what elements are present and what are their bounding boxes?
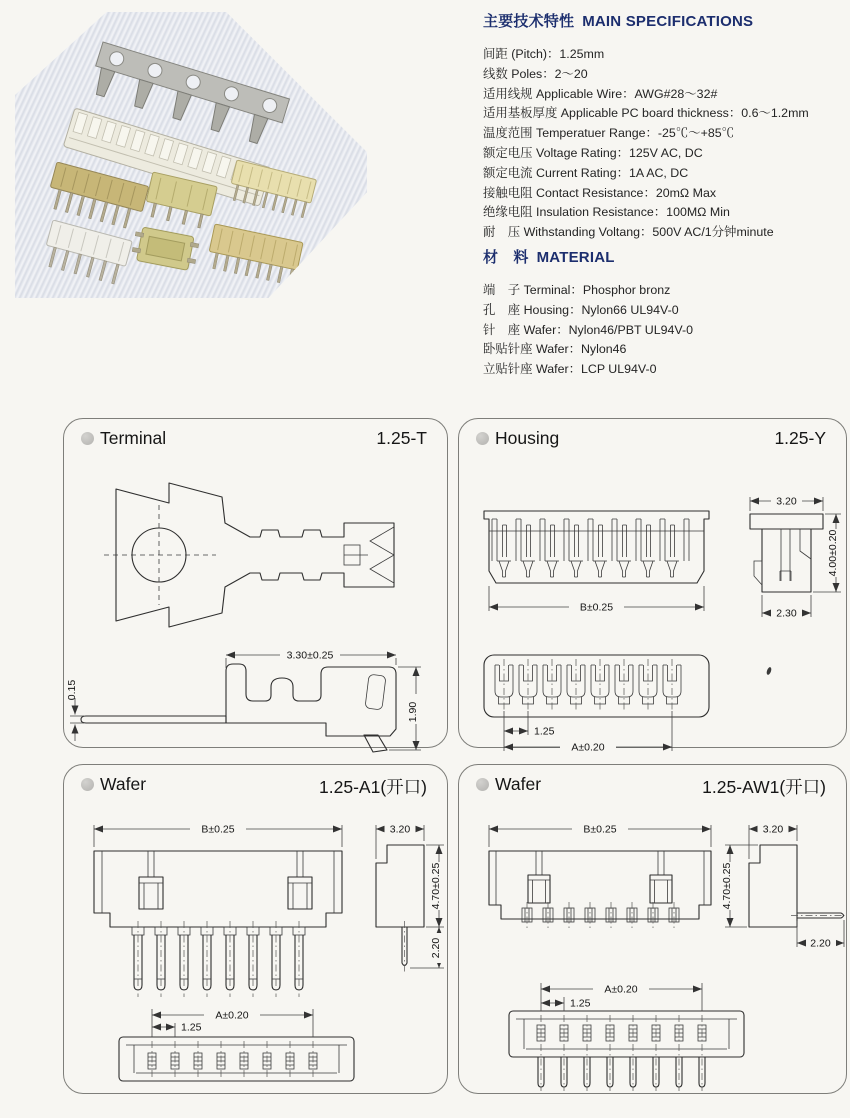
panel-wafer-aw1-header [459, 765, 846, 805]
terminal-flat-view [104, 483, 394, 627]
material-line: 卧贴针座 Wafer：Nylon46 [483, 342, 627, 357]
photo-wafer-white [41, 220, 132, 286]
material-title-en: MATERIAL [536, 249, 615, 266]
housing-bottom-view [484, 655, 772, 717]
dim-pin: 2.20 [430, 937, 442, 959]
bullet-icon [81, 432, 94, 445]
bullet-icon [476, 432, 489, 445]
specs-title [483, 10, 843, 31]
material-line: 立贴针座 Wafer：LCP UL94V-0 [483, 362, 657, 377]
scan-speck [766, 667, 772, 676]
dim-pitch: 1.25 [570, 997, 591, 1010]
panel-wafer-a1-header [64, 765, 447, 805]
bullet-icon [476, 778, 489, 791]
dim-span: A±0.20 [215, 1009, 249, 1022]
spec-line: 线数 Poles：2～20 [483, 66, 588, 81]
panel-title: Housing [495, 428, 560, 448]
dim-depth: 3.20 [389, 823, 411, 836]
wafer-aw1-drawing [459, 805, 846, 1093]
panel-wafer-aw1 [458, 764, 847, 1094]
product-photo [15, 12, 367, 298]
dim-height: 4.70±0.25 [721, 862, 733, 910]
bullet-icon [81, 778, 94, 791]
dim-span: A±0.20 [604, 983, 638, 996]
spec-line: 适用基板厚度 Applicable PC board thickness：0.6～1.2mm [483, 106, 809, 121]
specs-list [483, 45, 843, 243]
terminal-side-view [81, 664, 396, 752]
wafer-aw1-side-view [749, 845, 845, 927]
spec-line: 额定电压 Voltage Rating：125V AC, DC [483, 145, 703, 160]
specs-title-zh: 主要技术特性 [483, 13, 575, 30]
spec-line: 间距 (Pitch)：1.25mm [483, 47, 605, 61]
dim-height: 1.90 [407, 701, 419, 723]
dim-length: 3.30±0.25 [286, 649, 334, 662]
dim-span: A±0.20 [571, 741, 605, 754]
dim-height: 4.00±0.20 [827, 529, 839, 577]
wafer-aw1-front-view [489, 851, 711, 929]
photo-wafer-smt-tan [206, 224, 303, 286]
spec-line: 绝缘电阻 Insulation Resistance：100MΩ Min [483, 205, 730, 220]
main-specifications-section [483, 10, 843, 243]
dim-depth: 3.20 [762, 823, 784, 836]
material-title-zh: 材 料 [483, 249, 529, 266]
material-title [483, 246, 843, 267]
housing-drawing [459, 459, 846, 754]
panel-code: 1.25-AW1(开口) [702, 777, 826, 797]
dim-width: B±0.25 [579, 601, 614, 614]
housing-side-view [750, 514, 823, 592]
dim-pitch: 1.25 [181, 1021, 202, 1034]
dim-height: 4.70±0.25 [430, 862, 442, 910]
panel-housing [458, 418, 847, 754]
panel-housing-header [459, 419, 846, 459]
spec-line: 耐 压 Withstanding Voltang：500V AC/1分钟minute [483, 225, 774, 240]
dim-pitch: 1.25 [534, 725, 555, 738]
panel-code: 1.25-T [376, 428, 427, 448]
material-line: 端 子 Terminal：Phosphor bronz [483, 283, 671, 297]
spec-line: 适用线规 Applicable Wire：AWG#28～32# [483, 86, 718, 101]
connector-photo-illustration [15, 12, 367, 298]
wafer-a1-side-view [376, 845, 424, 973]
dim-thickness: 0.15 [66, 679, 78, 701]
material-list [483, 281, 843, 380]
wafer-aw1-top-view [509, 1011, 744, 1091]
photo-wafer-smt-olive [131, 226, 200, 272]
specs-title-en: MAIN SPECIFICATIONS [582, 13, 754, 30]
panel-wafer-a1 [63, 764, 448, 1094]
photo-wafer-tan [45, 162, 149, 231]
spec-line: 温度范围 Temperatuer Range：-25℃～+85℃ [483, 126, 735, 141]
panel-code: 1.25-A1(开口) [319, 777, 427, 797]
spec-line: 接触电阻 Contact Resistance：20mΩ Max [483, 185, 717, 200]
dim-depth: 3.20 [776, 495, 797, 508]
material-line: 针 座 Wafer：Nylon46/PBT UL94V-0 [483, 322, 694, 337]
panel-terminal-header [64, 419, 447, 459]
spec-line: 额定电流 Current Rating：1A AC, DC [483, 165, 689, 180]
wafer-a1-front-view [94, 851, 342, 997]
panel-title: Wafer [495, 774, 542, 794]
panel-terminal [63, 418, 448, 748]
material-section [483, 246, 843, 380]
panel-title: Terminal [100, 428, 167, 448]
dim-width: B±0.25 [583, 823, 617, 836]
panel-title: Wafer [100, 774, 147, 794]
housing-dimensions [489, 495, 843, 754]
dim-width: B±0.25 [201, 823, 235, 836]
dim-pin: 2.20 [810, 937, 831, 950]
wafer-a1-drawing [64, 805, 447, 1093]
dim-base: 2.30 [776, 607, 797, 620]
panel-code: 1.25-Y [774, 428, 826, 448]
material-line: 孔 座 Housing：Nylon66 UL94V-0 [483, 302, 679, 317]
terminal-drawing [64, 459, 447, 747]
wafer-a1-top-view [119, 1037, 354, 1081]
housing-front-view [484, 511, 709, 583]
